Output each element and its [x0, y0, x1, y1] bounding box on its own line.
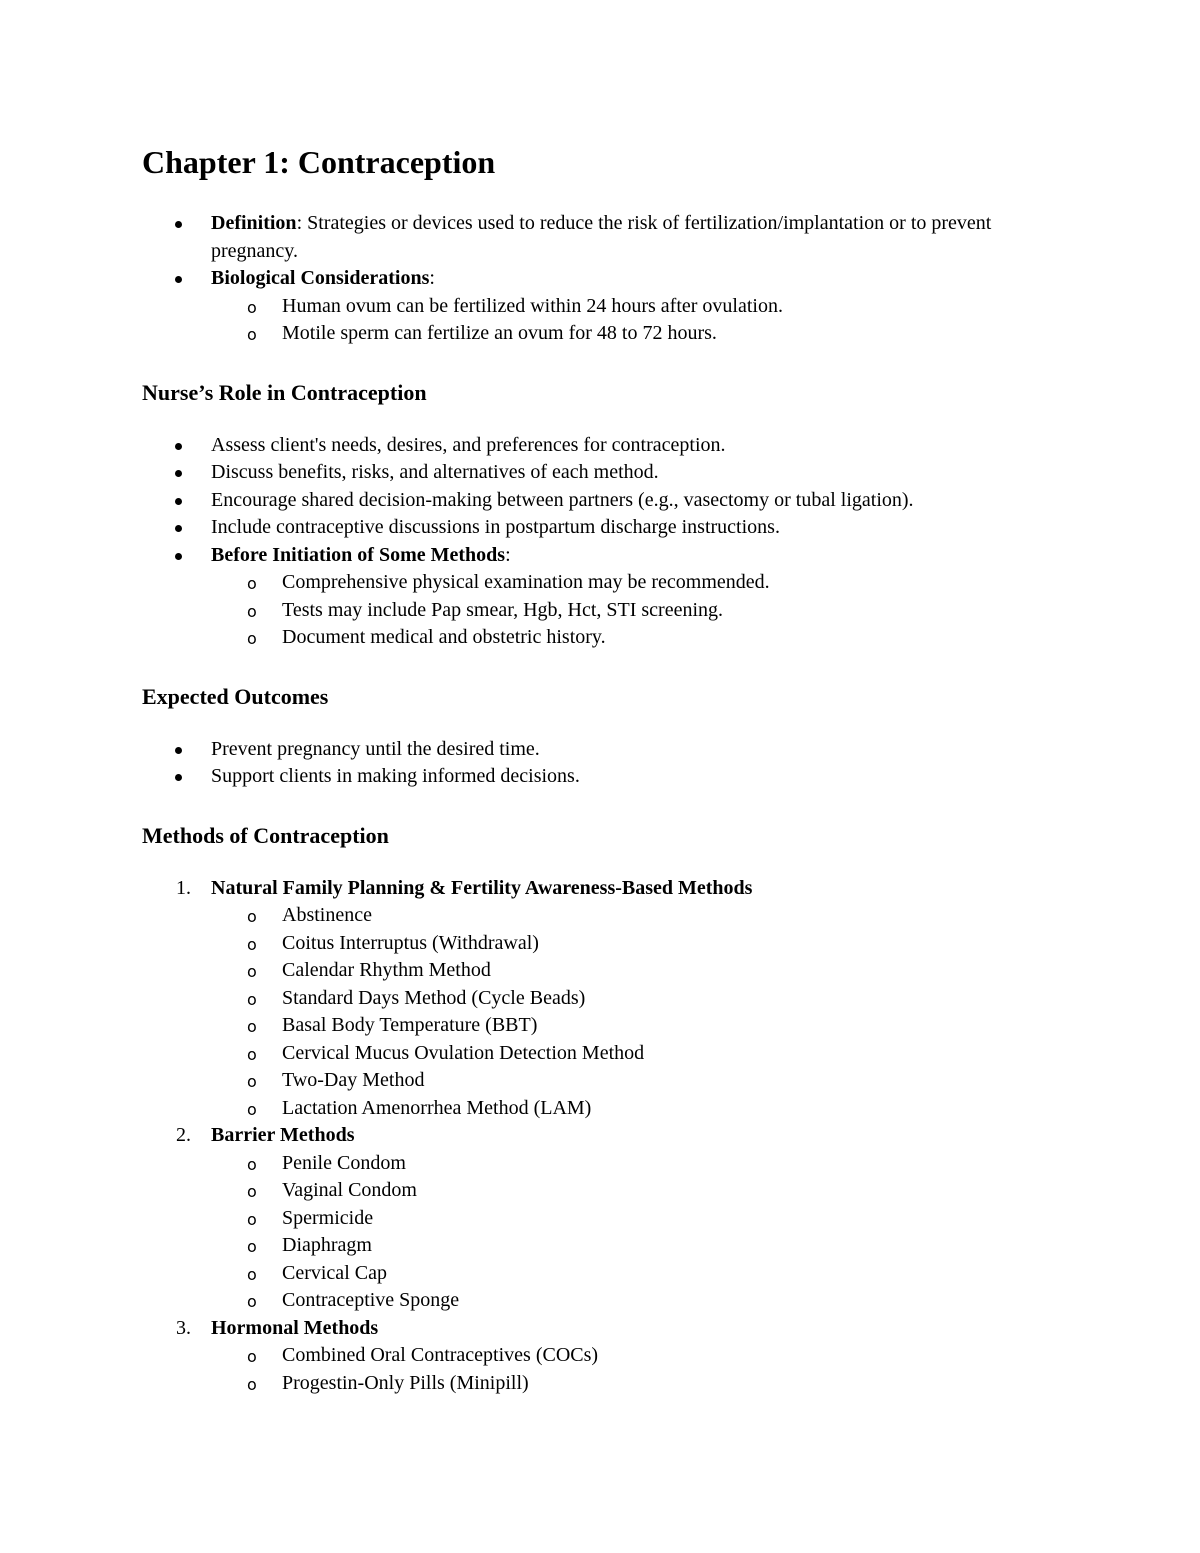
- bullet-icon: [175, 276, 182, 283]
- intro-list: [142, 210, 1082, 348]
- method-group-number: 2.: [176, 1124, 191, 1146]
- list-item: [142, 210, 1082, 265]
- circle-bullet-icon: o: [247, 1182, 257, 1201]
- before-initiation-suffix: :: [505, 543, 511, 566]
- circle-bullet-icon: o: [247, 574, 257, 593]
- bullet-icon: [175, 470, 182, 477]
- method-item-text: Two-Day Method: [282, 1069, 425, 1091]
- bullet-icon: [175, 221, 182, 228]
- section-heading-methods: Methods of Contraception: [142, 822, 389, 848]
- sub-item-text: Motile sperm can fertilize an ovum for 48 to 72 hours.: [282, 322, 717, 344]
- method-item: [142, 1177, 1082, 1205]
- method-item-text: Coitus Interruptus (Withdrawal): [282, 931, 539, 954]
- method-item-text: Diaphragm: [282, 1234, 372, 1256]
- circle-bullet-icon: o: [247, 1017, 257, 1036]
- method-item-text: Spermicide: [282, 1206, 374, 1229]
- method-item: [142, 1287, 1082, 1315]
- bullet-icon: [175, 553, 182, 560]
- definition-text: : Strategies or devices used to reduce the risk of fertilization/implantation or to prevent pregnancy.: [211, 212, 992, 262]
- method-item: [142, 1342, 1082, 1370]
- method-item: [142, 1067, 1082, 1095]
- list-item: [142, 514, 1082, 542]
- item-text: Prevent pregnancy until the desired time.: [211, 737, 540, 760]
- method-sublist: [142, 902, 1082, 1122]
- document-content: [142, 140, 1082, 1397]
- method-item-text: Vaginal Condom: [282, 1179, 417, 1201]
- nurse-role-list: [142, 432, 1082, 652]
- circle-bullet-icon: o: [247, 962, 257, 981]
- bullet-icon: [175, 525, 182, 532]
- outcomes-list: [142, 736, 1082, 791]
- methods-list: [142, 875, 1082, 1398]
- circle-bullet-icon: o: [247, 907, 257, 926]
- before-initiation-sublist: [142, 569, 1082, 652]
- method-sublist: [142, 1342, 1082, 1397]
- circle-bullet-icon: o: [247, 325, 257, 344]
- method-group: [142, 875, 1082, 1123]
- sub-item-text: Human ovum can be fertilized within 24 hours after ovulation.: [282, 294, 783, 317]
- sub-list-item: [142, 624, 1082, 652]
- definition-label: Definition: [211, 212, 297, 234]
- bio-sublist: [142, 293, 1082, 348]
- circle-bullet-icon: o: [247, 1072, 257, 1091]
- sub-item-text: Comprehensive physical examination may be recommended.: [282, 571, 770, 593]
- method-item: [142, 1095, 1082, 1123]
- item-text: Encourage shared decision-making between partners (e.g., vasectomy or tubal ligation).: [211, 488, 914, 511]
- circle-bullet-icon: o: [247, 1237, 257, 1256]
- list-item: [142, 432, 1082, 460]
- list-item: [142, 763, 1082, 791]
- bullet-icon: [175, 774, 182, 781]
- method-group-number: 1.: [176, 876, 191, 899]
- method-item-text: Combined Oral Contraceptives (COCs): [282, 1344, 599, 1366]
- method-item: [142, 1370, 1082, 1398]
- method-item-text: Contraceptive Sponge: [282, 1289, 460, 1311]
- method-item-text: Lactation Amenorrhea Method (LAM): [282, 1096, 592, 1119]
- list-item: [142, 487, 1082, 515]
- method-item: [142, 1012, 1082, 1040]
- method-item: [142, 1205, 1082, 1233]
- method-item: [142, 957, 1082, 985]
- circle-bullet-icon: o: [247, 1292, 257, 1311]
- circle-bullet-icon: o: [247, 1154, 257, 1174]
- page-title: Chapter 1: Contraception: [142, 144, 496, 180]
- item-text: Support clients in making informed decisions.: [211, 765, 580, 787]
- item-text: Include contraceptive discussions in postpartum discharge instructions.: [211, 516, 780, 538]
- sub-item-text: Document medical and obstetric history.: [282, 626, 606, 648]
- item-text: Discuss benefits, risks, and alternatives of each method.: [211, 461, 659, 483]
- circle-bullet-icon: o: [247, 1374, 257, 1394]
- bullet-icon: [175, 443, 182, 450]
- method-item: [142, 1232, 1082, 1260]
- method-item: [142, 930, 1082, 958]
- section-heading-outcomes: Expected Outcomes: [142, 683, 329, 709]
- method-item-text: Cervical Mucus Ovulation Detection Method: [282, 1041, 645, 1064]
- method-group-title: Hormonal Methods: [211, 1316, 379, 1339]
- list-item: [142, 736, 1082, 764]
- list-item: [142, 459, 1082, 487]
- method-item: [142, 1150, 1082, 1178]
- method-item: [142, 1040, 1082, 1068]
- circle-bullet-icon: o: [247, 1347, 257, 1366]
- circle-bullet-icon: o: [247, 1264, 257, 1284]
- circle-bullet-icon: o: [247, 934, 257, 954]
- circle-bullet-icon: o: [247, 989, 257, 1009]
- method-item-text: Abstinence: [282, 904, 372, 926]
- circle-bullet-icon: o: [247, 629, 257, 648]
- sub-list-item: [142, 320, 1082, 348]
- circle-bullet-icon: o: [247, 1044, 257, 1064]
- bullet-icon: [175, 747, 182, 754]
- sub-list-item: [142, 597, 1082, 625]
- method-item-text: Penile Condom: [282, 1151, 406, 1174]
- list-item: [142, 265, 1082, 348]
- method-group-title: Natural Family Planning & Fertility Awareness-Based Methods: [211, 876, 753, 899]
- circle-bullet-icon: o: [247, 1209, 257, 1229]
- method-item-text: Cervical Cap: [282, 1261, 387, 1284]
- circle-bullet-icon: o: [247, 601, 257, 621]
- sub-list-item: [142, 569, 1082, 597]
- method-item-text: Calendar Rhythm Method: [282, 959, 491, 981]
- method-group: [142, 1122, 1082, 1315]
- method-item: [142, 902, 1082, 930]
- method-item: [142, 1260, 1082, 1288]
- method-item: [142, 985, 1082, 1013]
- bio-suffix: :: [429, 267, 435, 289]
- section-heading-nurse-role: Nurse’s Role in Contraception: [142, 379, 427, 405]
- sub-list-item: [142, 293, 1082, 321]
- circle-bullet-icon: o: [247, 297, 257, 317]
- method-item-text: Basal Body Temperature (BBT): [282, 1014, 538, 1036]
- method-sublist: [142, 1150, 1082, 1315]
- method-item-text: Progestin-Only Pills (Minipill): [282, 1371, 529, 1394]
- bio-label: Biological Considerations: [211, 267, 430, 289]
- method-item-text: Standard Days Method (Cycle Beads): [282, 986, 586, 1009]
- item-text: Assess client's needs, desires, and preferences for contraception.: [211, 433, 726, 456]
- before-initiation-label: Before Initiation of Some Methods: [211, 543, 506, 566]
- list-item: [142, 542, 1082, 652]
- circle-bullet-icon: o: [247, 1099, 257, 1119]
- method-group-number: 3.: [176, 1316, 191, 1339]
- sub-item-text: Tests may include Pap smear, Hgb, Hct, STI screening.: [282, 598, 724, 621]
- method-group-title: Barrier Methods: [211, 1124, 355, 1146]
- method-group: [142, 1315, 1082, 1398]
- bullet-icon: [175, 498, 182, 505]
